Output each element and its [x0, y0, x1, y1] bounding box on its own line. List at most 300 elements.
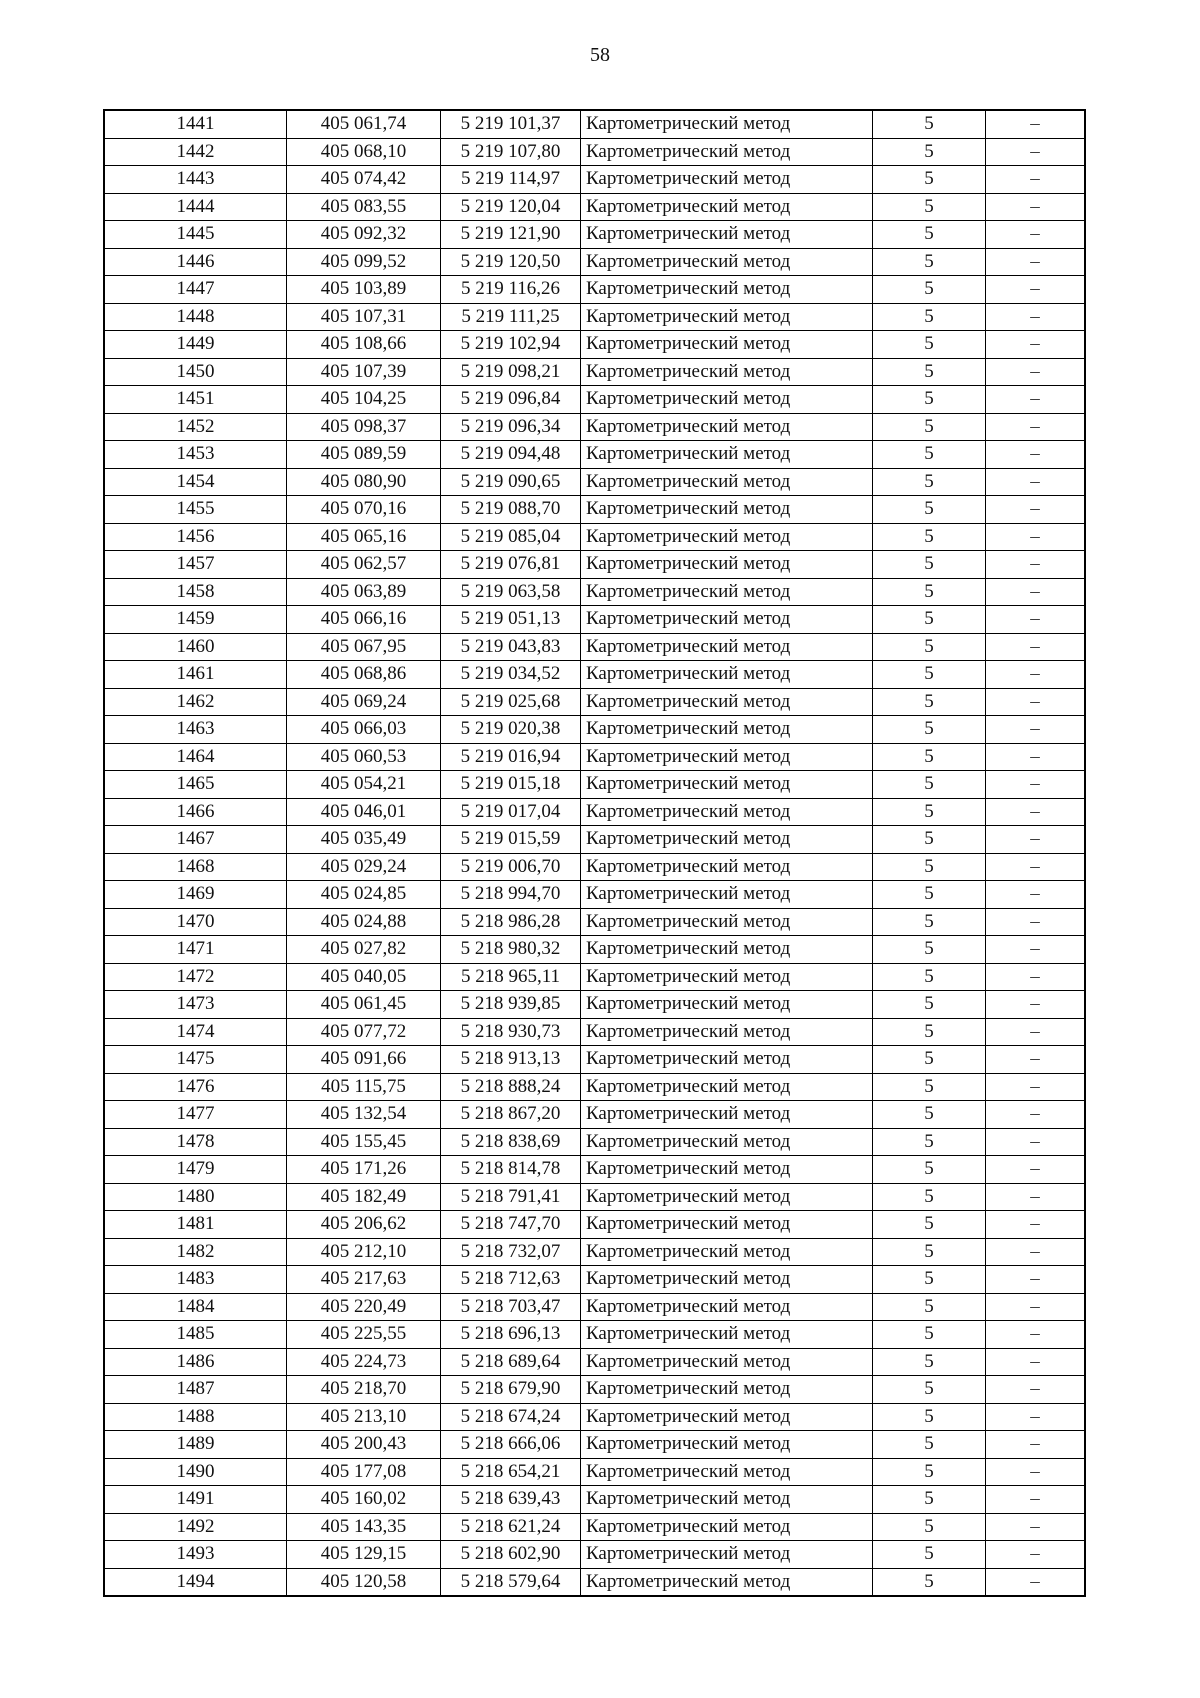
x-coordinate-cell: 405 155,45 [287, 1128, 441, 1156]
point-number-cell: 1446 [104, 248, 287, 276]
note-cell: – [986, 1348, 1086, 1376]
note-cell: – [986, 496, 1086, 524]
accuracy-cell: 5 [873, 1101, 986, 1129]
point-number-cell: 1474 [104, 1018, 287, 1046]
method-cell: Картометрический метод [581, 1458, 873, 1486]
method-cell: Картометрический метод [581, 963, 873, 991]
coordinates-table [103, 109, 1086, 1597]
table-row [104, 1018, 1085, 1046]
accuracy-cell: 5 [873, 386, 986, 414]
accuracy-cell: 5 [873, 963, 986, 991]
point-number-cell: 1456 [104, 523, 287, 551]
method-cell: Картометрический метод [581, 826, 873, 854]
accuracy-cell: 5 [873, 413, 986, 441]
point-number-cell: 1483 [104, 1266, 287, 1294]
table-row [104, 1101, 1085, 1129]
point-number-cell: 1491 [104, 1486, 287, 1514]
point-number-cell: 1443 [104, 166, 287, 194]
note-cell: – [986, 1266, 1086, 1294]
method-cell: Картометрический метод [581, 1101, 873, 1129]
y-coordinate-cell: 5 219 096,34 [441, 413, 581, 441]
y-coordinate-cell: 5 219 015,18 [441, 771, 581, 799]
x-coordinate-cell: 405 062,57 [287, 551, 441, 579]
y-coordinate-cell: 5 219 102,94 [441, 331, 581, 359]
y-coordinate-cell: 5 219 085,04 [441, 523, 581, 551]
note-cell: – [986, 166, 1086, 194]
x-coordinate-cell: 405 143,35 [287, 1513, 441, 1541]
accuracy-cell: 5 [873, 1073, 986, 1101]
y-coordinate-cell: 5 219 015,59 [441, 826, 581, 854]
x-coordinate-cell: 405 217,63 [287, 1266, 441, 1294]
x-coordinate-cell: 405 027,82 [287, 936, 441, 964]
y-coordinate-cell: 5 218 867,20 [441, 1101, 581, 1129]
accuracy-cell: 5 [873, 853, 986, 881]
point-number-cell: 1445 [104, 221, 287, 249]
note-cell: – [986, 551, 1086, 579]
method-cell: Картометрический метод [581, 496, 873, 524]
note-cell: – [986, 853, 1086, 881]
note-cell: – [986, 1376, 1086, 1404]
method-cell: Картометрический метод [581, 386, 873, 414]
x-coordinate-cell: 405 066,16 [287, 606, 441, 634]
y-coordinate-cell: 5 218 747,70 [441, 1211, 581, 1239]
table-row [104, 523, 1085, 551]
accuracy-cell: 5 [873, 1431, 986, 1459]
x-coordinate-cell: 405 132,54 [287, 1101, 441, 1129]
method-cell: Картометрический метод [581, 743, 873, 771]
method-cell: Картометрический метод [581, 358, 873, 386]
table-row [104, 578, 1085, 606]
note-cell: – [986, 358, 1086, 386]
x-coordinate-cell: 405 224,73 [287, 1348, 441, 1376]
x-coordinate-cell: 405 108,66 [287, 331, 441, 359]
note-cell: – [986, 468, 1086, 496]
point-number-cell: 1457 [104, 551, 287, 579]
note-cell: – [986, 1431, 1086, 1459]
accuracy-cell: 5 [873, 1156, 986, 1184]
y-coordinate-cell: 5 219 006,70 [441, 853, 581, 881]
x-coordinate-cell: 405 091,66 [287, 1046, 441, 1074]
x-coordinate-cell: 405 046,01 [287, 798, 441, 826]
note-cell: – [986, 661, 1086, 689]
method-cell: Картометрический метод [581, 1348, 873, 1376]
y-coordinate-cell: 5 219 034,52 [441, 661, 581, 689]
table-row [104, 1046, 1085, 1074]
x-coordinate-cell: 405 024,85 [287, 881, 441, 909]
point-number-cell: 1454 [104, 468, 287, 496]
method-cell: Картометрический метод [581, 1431, 873, 1459]
accuracy-cell: 5 [873, 1513, 986, 1541]
note-cell: – [986, 881, 1086, 909]
table-row [104, 1183, 1085, 1211]
point-number-cell: 1492 [104, 1513, 287, 1541]
table-row [104, 1211, 1085, 1239]
x-coordinate-cell: 405 129,15 [287, 1541, 441, 1569]
x-coordinate-cell: 405 070,16 [287, 496, 441, 524]
x-coordinate-cell: 405 103,89 [287, 276, 441, 304]
x-coordinate-cell: 405 225,55 [287, 1321, 441, 1349]
note-cell: – [986, 1238, 1086, 1266]
note-cell: – [986, 110, 1086, 138]
x-coordinate-cell: 405 077,72 [287, 1018, 441, 1046]
table-row [104, 496, 1085, 524]
method-cell: Картометрический метод [581, 303, 873, 331]
y-coordinate-cell: 5 219 025,68 [441, 688, 581, 716]
table-row [104, 991, 1085, 1019]
table-row [104, 1128, 1085, 1156]
point-number-cell: 1484 [104, 1293, 287, 1321]
table-row [104, 826, 1085, 854]
method-cell: Картометрический метод [581, 606, 873, 634]
accuracy-cell: 5 [873, 1403, 986, 1431]
accuracy-cell: 5 [873, 221, 986, 249]
table-row [104, 881, 1085, 909]
y-coordinate-cell: 5 218 703,47 [441, 1293, 581, 1321]
y-coordinate-cell: 5 219 098,21 [441, 358, 581, 386]
x-coordinate-cell: 405 029,24 [287, 853, 441, 881]
method-cell: Картометрический метод [581, 1568, 873, 1596]
table-row [104, 1321, 1085, 1349]
point-number-cell: 1458 [104, 578, 287, 606]
y-coordinate-cell: 5 218 913,13 [441, 1046, 581, 1074]
accuracy-cell: 5 [873, 1458, 986, 1486]
note-cell: – [986, 138, 1086, 166]
note-cell: – [986, 826, 1086, 854]
accuracy-cell: 5 [873, 661, 986, 689]
y-coordinate-cell: 5 218 621,24 [441, 1513, 581, 1541]
accuracy-cell: 5 [873, 1211, 986, 1239]
x-coordinate-cell: 405 083,55 [287, 193, 441, 221]
x-coordinate-cell: 405 069,24 [287, 688, 441, 716]
y-coordinate-cell: 5 219 016,94 [441, 743, 581, 771]
note-cell: – [986, 523, 1086, 551]
table-row [104, 166, 1085, 194]
method-cell: Картометрический метод [581, 551, 873, 579]
method-cell: Картометрический метод [581, 1073, 873, 1101]
method-cell: Картометрический метод [581, 991, 873, 1019]
table-row [104, 1238, 1085, 1266]
table-row [104, 606, 1085, 634]
page-number: 58 [590, 44, 610, 66]
note-cell: – [986, 331, 1086, 359]
note-cell: – [986, 248, 1086, 276]
y-coordinate-cell: 5 219 063,58 [441, 578, 581, 606]
x-coordinate-cell: 405 040,05 [287, 963, 441, 991]
y-coordinate-cell: 5 218 679,90 [441, 1376, 581, 1404]
point-number-cell: 1488 [104, 1403, 287, 1431]
method-cell: Картометрический метод [581, 1238, 873, 1266]
x-coordinate-cell: 405 120,58 [287, 1568, 441, 1596]
method-cell: Картометрический метод [581, 1018, 873, 1046]
method-cell: Картометрический метод [581, 276, 873, 304]
x-coordinate-cell: 405 024,88 [287, 908, 441, 936]
x-coordinate-cell: 405 067,95 [287, 633, 441, 661]
point-number-cell: 1468 [104, 853, 287, 881]
accuracy-cell: 5 [873, 441, 986, 469]
y-coordinate-cell: 5 219 121,90 [441, 221, 581, 249]
note-cell: – [986, 1541, 1086, 1569]
accuracy-cell: 5 [873, 1266, 986, 1294]
accuracy-cell: 5 [873, 716, 986, 744]
note-cell: – [986, 798, 1086, 826]
method-cell: Картометрический метод [581, 1513, 873, 1541]
table-row [104, 853, 1085, 881]
x-coordinate-cell: 405 171,26 [287, 1156, 441, 1184]
table-row [104, 936, 1085, 964]
accuracy-cell: 5 [873, 331, 986, 359]
method-cell: Картометрический метод [581, 936, 873, 964]
note-cell: – [986, 1211, 1086, 1239]
y-coordinate-cell: 5 219 051,13 [441, 606, 581, 634]
accuracy-cell: 5 [873, 248, 986, 276]
table-row [104, 1458, 1085, 1486]
x-coordinate-cell: 405 089,59 [287, 441, 441, 469]
y-coordinate-cell: 5 219 020,38 [441, 716, 581, 744]
x-coordinate-cell: 405 068,10 [287, 138, 441, 166]
accuracy-cell: 5 [873, 908, 986, 936]
method-cell: Картометрический метод [581, 1376, 873, 1404]
note-cell: – [986, 771, 1086, 799]
point-number-cell: 1473 [104, 991, 287, 1019]
table-row [104, 1266, 1085, 1294]
point-number-cell: 1485 [104, 1321, 287, 1349]
note-cell: – [986, 1128, 1086, 1156]
y-coordinate-cell: 5 218 814,78 [441, 1156, 581, 1184]
point-number-cell: 1471 [104, 936, 287, 964]
note-cell: – [986, 276, 1086, 304]
accuracy-cell: 5 [873, 193, 986, 221]
x-coordinate-cell: 405 206,62 [287, 1211, 441, 1239]
note-cell: – [986, 1568, 1086, 1596]
note-cell: – [986, 716, 1086, 744]
note-cell: – [986, 221, 1086, 249]
table-row [104, 771, 1085, 799]
accuracy-cell: 5 [873, 1018, 986, 1046]
table-row [104, 1541, 1085, 1569]
table-row [104, 688, 1085, 716]
y-coordinate-cell: 5 218 689,64 [441, 1348, 581, 1376]
method-cell: Картометрический метод [581, 441, 873, 469]
point-number-cell: 1444 [104, 193, 287, 221]
y-coordinate-cell: 5 219 107,80 [441, 138, 581, 166]
x-coordinate-cell: 405 218,70 [287, 1376, 441, 1404]
accuracy-cell: 5 [873, 1376, 986, 1404]
accuracy-cell: 5 [873, 1541, 986, 1569]
point-number-cell: 1477 [104, 1101, 287, 1129]
method-cell: Картометрический метод [581, 221, 873, 249]
table-row [104, 963, 1085, 991]
point-number-cell: 1450 [104, 358, 287, 386]
accuracy-cell: 5 [873, 468, 986, 496]
table-row [104, 386, 1085, 414]
note-cell: – [986, 991, 1086, 1019]
y-coordinate-cell: 5 218 980,32 [441, 936, 581, 964]
point-number-cell: 1462 [104, 688, 287, 716]
method-cell: Картометрический метод [581, 881, 873, 909]
x-coordinate-cell: 405 035,49 [287, 826, 441, 854]
method-cell: Картометрический метод [581, 1541, 873, 1569]
point-number-cell: 1463 [104, 716, 287, 744]
point-number-cell: 1448 [104, 303, 287, 331]
table-row [104, 193, 1085, 221]
note-cell: – [986, 1073, 1086, 1101]
y-coordinate-cell: 5 219 111,25 [441, 303, 581, 331]
table-row [104, 358, 1085, 386]
method-cell: Картометрический метод [581, 688, 873, 716]
accuracy-cell: 5 [873, 578, 986, 606]
accuracy-cell: 5 [873, 1238, 986, 1266]
method-cell: Картометрический метод [581, 468, 873, 496]
x-coordinate-cell: 405 220,49 [287, 1293, 441, 1321]
x-coordinate-cell: 405 182,49 [287, 1183, 441, 1211]
y-coordinate-cell: 5 218 930,73 [441, 1018, 581, 1046]
y-coordinate-cell: 5 219 094,48 [441, 441, 581, 469]
x-coordinate-cell: 405 099,52 [287, 248, 441, 276]
table-row [104, 468, 1085, 496]
y-coordinate-cell: 5 219 101,37 [441, 110, 581, 138]
method-cell: Картометрический метод [581, 331, 873, 359]
table-row [104, 441, 1085, 469]
accuracy-cell: 5 [873, 496, 986, 524]
method-cell: Картометрический метод [581, 138, 873, 166]
accuracy-cell: 5 [873, 826, 986, 854]
method-cell: Картометрический метод [581, 771, 873, 799]
method-cell: Картометрический метод [581, 193, 873, 221]
note-cell: – [986, 1293, 1086, 1321]
note-cell: – [986, 1018, 1086, 1046]
note-cell: – [986, 1156, 1086, 1184]
note-cell: – [986, 1183, 1086, 1211]
y-coordinate-cell: 5 219 116,26 [441, 276, 581, 304]
point-number-cell: 1453 [104, 441, 287, 469]
method-cell: Картометрический метод [581, 661, 873, 689]
point-number-cell: 1489 [104, 1431, 287, 1459]
y-coordinate-cell: 5 219 090,65 [441, 468, 581, 496]
y-coordinate-cell: 5 218 965,11 [441, 963, 581, 991]
y-coordinate-cell: 5 218 732,07 [441, 1238, 581, 1266]
table-row [104, 276, 1085, 304]
accuracy-cell: 5 [873, 551, 986, 579]
y-coordinate-cell: 5 218 791,41 [441, 1183, 581, 1211]
note-cell: – [986, 963, 1086, 991]
table-row [104, 908, 1085, 936]
table-row [104, 110, 1085, 138]
table-row [104, 1431, 1085, 1459]
point-number-cell: 1466 [104, 798, 287, 826]
method-cell: Картометрический метод [581, 1486, 873, 1514]
method-cell: Картометрический метод [581, 1183, 873, 1211]
method-cell: Картометрический метод [581, 716, 873, 744]
point-number-cell: 1475 [104, 1046, 287, 1074]
x-coordinate-cell: 405 060,53 [287, 743, 441, 771]
table-row [104, 1156, 1085, 1184]
y-coordinate-cell: 5 218 712,63 [441, 1266, 581, 1294]
accuracy-cell: 5 [873, 881, 986, 909]
x-coordinate-cell: 405 092,32 [287, 221, 441, 249]
note-cell: – [986, 633, 1086, 661]
table-row [104, 331, 1085, 359]
note-cell: – [986, 1046, 1086, 1074]
point-number-cell: 1482 [104, 1238, 287, 1266]
accuracy-cell: 5 [873, 276, 986, 304]
point-number-cell: 1479 [104, 1156, 287, 1184]
note-cell: – [986, 193, 1086, 221]
x-coordinate-cell: 405 107,31 [287, 303, 441, 331]
point-number-cell: 1441 [104, 110, 287, 138]
y-coordinate-cell: 5 219 120,50 [441, 248, 581, 276]
method-cell: Картометрический метод [581, 1211, 873, 1239]
method-cell: Картометрический метод [581, 1156, 873, 1184]
y-coordinate-cell: 5 218 602,90 [441, 1541, 581, 1569]
table-row [104, 716, 1085, 744]
x-coordinate-cell: 405 074,42 [287, 166, 441, 194]
x-coordinate-cell: 405 115,75 [287, 1073, 441, 1101]
accuracy-cell: 5 [873, 1293, 986, 1321]
accuracy-cell: 5 [873, 110, 986, 138]
note-cell: – [986, 743, 1086, 771]
x-coordinate-cell: 405 054,21 [287, 771, 441, 799]
note-cell: – [986, 688, 1086, 716]
point-number-cell: 1461 [104, 661, 287, 689]
note-cell: – [986, 936, 1086, 964]
method-cell: Картометрический метод [581, 798, 873, 826]
x-coordinate-cell: 405 063,89 [287, 578, 441, 606]
point-number-cell: 1449 [104, 331, 287, 359]
x-coordinate-cell: 405 061,74 [287, 110, 441, 138]
note-cell: – [986, 1458, 1086, 1486]
method-cell: Картометрический метод [581, 853, 873, 881]
x-coordinate-cell: 405 066,03 [287, 716, 441, 744]
table-row [104, 1073, 1085, 1101]
y-coordinate-cell: 5 218 939,85 [441, 991, 581, 1019]
x-coordinate-cell: 405 065,16 [287, 523, 441, 551]
point-number-cell: 1478 [104, 1128, 287, 1156]
method-cell: Картометрический метод [581, 1128, 873, 1156]
point-number-cell: 1480 [104, 1183, 287, 1211]
y-coordinate-cell: 5 218 666,06 [441, 1431, 581, 1459]
table-row [104, 1568, 1085, 1596]
accuracy-cell: 5 [873, 1128, 986, 1156]
y-coordinate-cell: 5 218 639,43 [441, 1486, 581, 1514]
y-coordinate-cell: 5 219 017,04 [441, 798, 581, 826]
point-number-cell: 1476 [104, 1073, 287, 1101]
accuracy-cell: 5 [873, 1046, 986, 1074]
note-cell: – [986, 1513, 1086, 1541]
x-coordinate-cell: 405 068,86 [287, 661, 441, 689]
x-coordinate-cell: 405 104,25 [287, 386, 441, 414]
table-row [104, 633, 1085, 661]
accuracy-cell: 5 [873, 1183, 986, 1211]
method-cell: Картометрический метод [581, 633, 873, 661]
method-cell: Картометрический метод [581, 1293, 873, 1321]
point-number-cell: 1472 [104, 963, 287, 991]
x-coordinate-cell: 405 213,10 [287, 1403, 441, 1431]
accuracy-cell: 5 [873, 1348, 986, 1376]
y-coordinate-cell: 5 218 579,64 [441, 1568, 581, 1596]
method-cell: Картометрический метод [581, 413, 873, 441]
table-row [104, 1293, 1085, 1321]
table-row [104, 248, 1085, 276]
y-coordinate-cell: 5 218 654,21 [441, 1458, 581, 1486]
y-coordinate-cell: 5 218 994,70 [441, 881, 581, 909]
table-row [104, 1348, 1085, 1376]
point-number-cell: 1490 [104, 1458, 287, 1486]
point-number-cell: 1470 [104, 908, 287, 936]
x-coordinate-cell: 405 098,37 [287, 413, 441, 441]
method-cell: Картометрический метод [581, 1266, 873, 1294]
method-cell: Картометрический метод [581, 166, 873, 194]
accuracy-cell: 5 [873, 633, 986, 661]
